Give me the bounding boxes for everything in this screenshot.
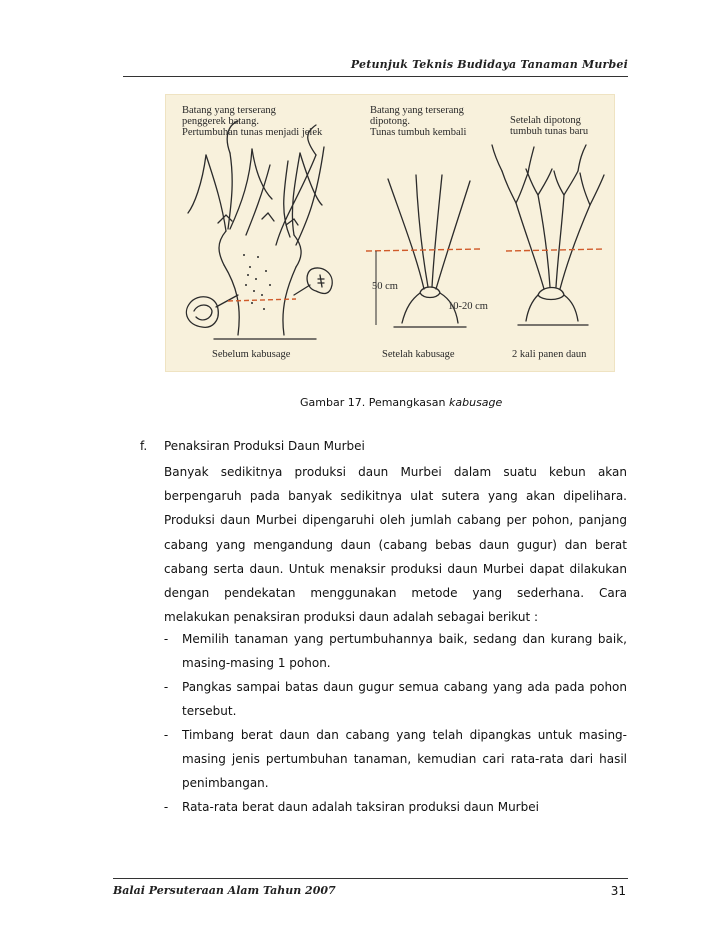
pruning-figure <box>165 94 615 372</box>
label-mid-top <box>370 105 466 138</box>
caption-term: kabusage <box>449 396 503 409</box>
bullet-text: Timbang berat daun dan cabang yang telah dipangkas untuk masing-masing jenis pertumbuhan tanaman, kemudian cari rata-rata dari hasil penimbangan. <box>182 728 627 790</box>
list-item <box>164 723 627 795</box>
bullet-dash: - <box>163 800 169 814</box>
bullet-text: Memilih tanaman yang pertumbuhannya baik, sedang dan kurang baik, masing-masing 1 pohon. <box>182 632 627 670</box>
running-header: Petunjuk Teknis Budidaya Tanaman Murbei <box>350 58 628 71</box>
bullet-list <box>164 627 627 819</box>
bullet-text: Pangkas sampai batas daun gugur semua cabang yang ada pada pohon tersebut. <box>182 680 627 718</box>
right-sub-branches <box>492 145 586 173</box>
label-height-50cm: 50 cm <box>372 281 398 292</box>
label-bottom-right: 2 kali panen daun <box>512 349 587 360</box>
right-callout-line <box>294 285 310 295</box>
label-left-top <box>182 105 322 138</box>
bullet-dash: - <box>163 632 169 646</box>
label-line: tumbuh tunas baru <box>510 126 589 137</box>
caption-prefix: Gambar 17. Pemangkasan <box>300 396 449 409</box>
footer-rule <box>113 878 628 879</box>
list-item <box>164 675 627 723</box>
right-callout-larva <box>318 275 324 287</box>
header-rule <box>123 76 628 77</box>
label-line: dipotong. <box>370 116 410 127</box>
mid-branches <box>388 175 470 289</box>
label-line: Setelah dipotong <box>510 115 581 126</box>
label-line: Pertumbuhan tunas menjadi jelek <box>182 127 323 138</box>
list-item <box>164 627 627 675</box>
page-number: 31 <box>610 884 626 898</box>
label-line: penggerek batang. <box>182 116 259 127</box>
label-right-top <box>510 115 588 137</box>
label-line: Batang yang terserang <box>370 105 464 116</box>
mid-knob <box>420 287 440 298</box>
label-bottom-mid: Setelah kabusage <box>382 349 455 360</box>
right-sub-branches <box>502 169 604 205</box>
mid-50cm-line <box>366 249 480 251</box>
label-height-10-20cm: 10-20 cm <box>448 301 488 312</box>
bullet-dash: - <box>163 680 169 694</box>
figure-caption <box>300 396 502 409</box>
bullet-text: Rata-rata berat daun adalah taksiran produksi daun Murbei <box>182 800 539 814</box>
left-trunk-dots <box>243 254 271 310</box>
left-callout-line <box>216 295 238 307</box>
left-callout <box>186 297 218 328</box>
right-cut-line <box>506 249 604 251</box>
label-bottom-left: Sebelum kabusage <box>212 349 291 360</box>
label-line: Batang yang terserang <box>182 105 276 116</box>
right-callout <box>307 268 332 294</box>
left-trunk-outline <box>219 231 301 267</box>
section-title: Penaksiran Produksi Daun Murbei <box>164 439 365 453</box>
section-paragraph: Banyak sedikitnya produksi daun Murbei dalam suatu kebun akan berpengaruh pada banyak sedikitnya ulat sutera yang akan dipelihara. Produksi daun Murbei dipengaruhi oleh jumlah cabang per pohon, panjang cabang yang mengandung daun (cabang bebas daun gugur) dan berat cabang serta daun. Untuk menaksir produksi daun Murbei dapat dilakukan dengan pendekatan menggunakan metode yang sederhana. Cara melakukan penaksiran produksi daun adalah sebagai berikut : <box>164 465 627 625</box>
label-line: Tunas tumbuh kembali <box>370 127 467 138</box>
left-callout-inner <box>194 305 212 320</box>
footer-publisher: Balai Persuteraan Alam Tahun 2007 <box>113 884 336 897</box>
section-letter: f. <box>140 439 148 453</box>
right-main-branches <box>516 195 590 289</box>
bullet-dash: - <box>163 728 169 742</box>
left-bent-branches <box>188 149 322 213</box>
left-branches <box>206 147 324 245</box>
list-item <box>164 795 627 819</box>
